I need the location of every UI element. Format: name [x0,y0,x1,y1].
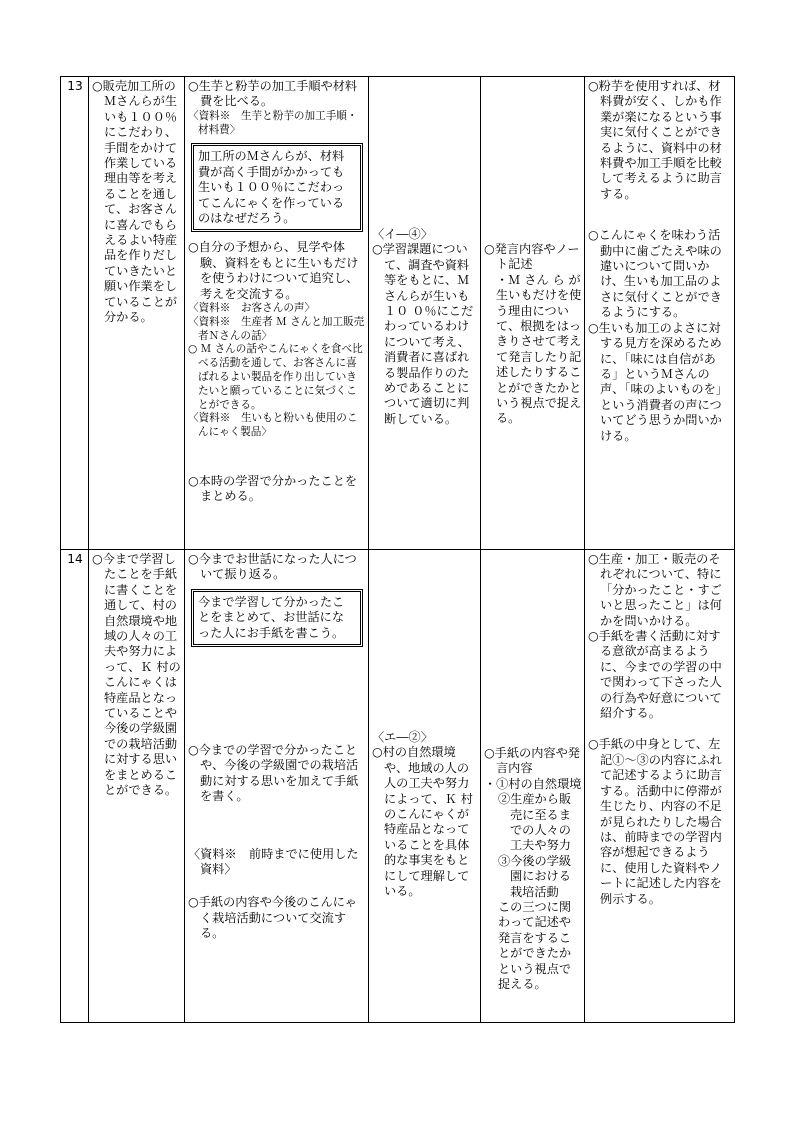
activities-cell [185,550,369,1023]
activities-cell [185,77,369,550]
method-item: ③今後の学級園における栽培活動 [498,853,572,899]
material-note: 〈資料※ 生産者 Ｍ さんと加工販売者Ｎさんの話〉 [188,315,365,342]
viewpoint-label: 〈エ―②〉 [372,730,433,744]
support-item: ○手紙の中身として、左記①～③の内容にふれて記述するように助言する。活動中に停滞が生じたり、内容の不足が見られたりした場合は、前時までの学習内容が想起できるように、使用した資料やノートに記述した内容を例示する。 [588,737,722,906]
hour-number: 13 [61,77,89,550]
activity-item: ○自分の予想から、見学や体験、資料をもとに生いもだけを使うわけについて追究し、考えを交流する。 [188,240,359,301]
activity-item: ○手紙の内容や今後のこんにゃく栽培活動について交流する。 [188,895,357,941]
activity-item: ○本時の学習で分かったことをまとめる。 [188,474,358,504]
material-note: 〈資料※ 前時までに使用した資料〉 [188,846,359,877]
viewpoint-text: ○学習課題について、調査や資料等をもとに、Ｍ さんらが生いも１０ ０％にこだわっているわけについて考え、消費者に喜ばれる製品作りのためであることについて適切に判断している。 [372,242,474,426]
activity-item: ○ Ｍ さんの話やこんにゃくを食べ比べる活動を通して、お客さんに喜ばれるよい製品を作り出していきたいと願っていることに気づくことができる。 [188,343,363,411]
viewpoint-text: ○村の自然環境や、地域の人の人の工夫や努力によって、Ｋ 村のこんにゃくが特産品となっていることを具体的な事実をもとにして理解している。 [372,745,473,899]
learning-task-text: 今まで学習して分かったことをまとめて、お世話になった人にお手紙を書こう。 [198,594,345,640]
method-text: ○発言内容やノート記述 ・Ｍ さん ら が生いもだけを使う理由について、根拠をはっきりさせて考えて発言したり記述したりすることができたかという視点で捉える。 [484,242,582,426]
hour-number: 14 [61,550,89,1023]
method-item: ②生産から販売に至るまでの人々の工夫や努力 [498,792,572,853]
support-item: ○手紙を書く活動に対する意欲が高まるように、今までの学習の中で関わって下さった人の行為や好意について紹介する。 [588,629,722,721]
support-cell [585,550,735,1023]
viewpoint-cell [369,77,481,550]
support-item: ○粉芋を使用すれば、材料費が安く、しかも作業が楽になるという事実に気付くことができるように、資料中の材料費や加工手順を比較して考えるように助言する。 [588,79,722,201]
objective-text: ○今まで学習したことを手紙に書くことを通して、村の自然環境や地域の人々の工夫や努力によって、Ｋ 村のこんにゃくは特産品となっていることや今後の学級園での栽培活動に対する思いをまとめることができる。 [92,552,181,798]
objective-cell [89,77,185,550]
activity-item: ○今までの学習で分かったことや、今後の学級園での栽培活動に対する思いを加えて手紙を書く。 [188,743,359,804]
learning-task-text: 加工所のＭさんらが、材料費が高く手間がかかっても 生いも１００％にこだわってこんにゃくを作っているのはなぜだろう。 [198,149,345,226]
viewpoint-label: 〈イ―④〉 [372,227,433,241]
material-note: 〈資料※ 生芋と粉芋の加工手順・材料費〉 [188,109,358,136]
method-outro: この三つに関わって記述や発言をすることができたかという視点で捉える。 [498,900,572,992]
objective-cell [89,550,185,1023]
material-note: 〈資料※ 生いもと粉いも使用のこんにゃく製品〉 [188,412,358,439]
viewpoint-cell [369,550,481,1023]
lesson-plan-table [60,76,735,1023]
support-cell [585,77,735,550]
method-intro: ○手紙の内容や発言内容 [484,746,580,776]
activity-item: ○生芋と粉芋の加工手順や材料費を比べる。 [188,79,358,109]
table-row [61,550,735,1023]
support-item: ○生いも加工のよさに対する見方を深めるために、「味には自信がある」というＭさんの声、「味のよいものを」という消費者の声についてどう思うか問いかける。 [588,320,728,443]
table-row [61,77,735,550]
method-cell [481,550,585,1023]
material-note: 〈資料※ お客さんの声〉 [188,302,316,315]
activity-item: ○今までお世話になった人について振り返る。 [188,552,357,582]
method-cell [481,77,585,550]
learning-task-box [191,143,363,232]
support-item: ○生産・加工・販売のそれぞれについて、特に「分かったこと・すごいと思ったこと」は何かを問いかける。 [588,552,722,628]
objective-text: ○販売加工所のＭさんらが生いも１００％にこだわり、手間をかけて作業している理由等を考えることを通して、お客さんに喜んでもらえるよい特産品を作りだしていきたいと願い作業をしていることが分かる。 [92,79,178,325]
learning-task-box [191,589,363,647]
support-item: ○こんにゃくを味わう活動中に歯ごたえや味の違いについて問いかけ、生いも加工品のよさに気付くことができるようにする。 [588,228,722,320]
method-item: ・①村の自然環境 [484,776,582,791]
